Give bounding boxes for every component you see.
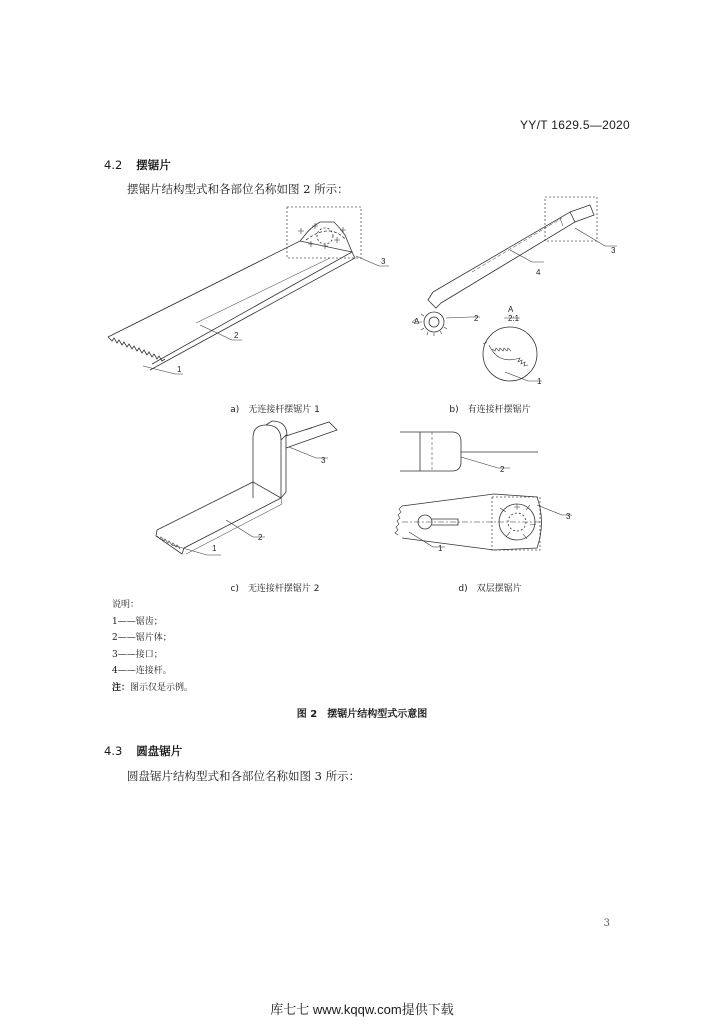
figure-c-drawing [156,421,337,555]
figure-d-drawing [395,432,572,550]
label-d-1: 1 [438,544,443,553]
label-c-3: 3 [321,456,326,465]
section-4-3-intro: 圆盘锯片结构型式和各部位名称如图 3 所示： [127,769,361,783]
caption-d: d) 双层摆锯片 [458,584,522,594]
page-number: 3 [603,918,610,929]
label-a-3: 3 [381,257,386,266]
label-c-2: 2 [258,533,263,542]
figure-legend [112,597,193,696]
label-b-4: 4 [536,268,541,277]
figure-a-drawing [108,207,389,374]
note-text: 图示仅是示例。 [130,682,194,693]
label-b-detail-ref: A [414,317,420,326]
legend-item: 2——锯片体； [112,633,172,643]
figure-note [112,680,193,697]
legend-item: 1——锯齿； [112,616,163,627]
section-title: 圆盘锯片 [136,744,183,758]
label-a-2: 2 [234,331,239,340]
label-d-2: 2 [500,465,505,474]
legend-title: 说明： [112,600,140,610]
section-number: 4.2 [104,158,123,172]
download-footer: 库七七 www.kqqw.com提供下载 [270,1002,454,1017]
section-title: 摆锯片 [136,158,171,172]
label-d-3: 3 [566,512,571,521]
label-b-1: 1 [537,377,542,386]
section-4-3-heading [104,743,182,759]
legend-item: 3——接口； [112,649,163,660]
note-label: 注： [112,682,131,693]
standard-code: YY/T 1629.5—2020 [520,118,630,132]
caption-a: a) 无连接杆摆锯片 1 [230,405,320,415]
label-c-1: 1 [212,544,217,553]
label-b-2: 2 [474,314,479,323]
label-b-detail-scale: A 2:1 [508,305,520,323]
label-a-1: 1 [177,365,182,374]
caption-b: b) 有连接杆摆锯片 [449,405,531,415]
section-number: 4.3 [104,744,123,758]
label-b-3: 3 [611,246,616,255]
section-4-2-intro: 摆锯片结构型式和各部位名称如图 2 所示： [127,182,349,196]
caption-c: c) 无连接杆摆锯片 2 [230,584,320,594]
legend-item: 4——连接杆。 [112,666,172,676]
figure-title: 图 2 摆锯片结构型式示意图 [296,709,428,720]
figure-b-drawing [412,197,617,381]
